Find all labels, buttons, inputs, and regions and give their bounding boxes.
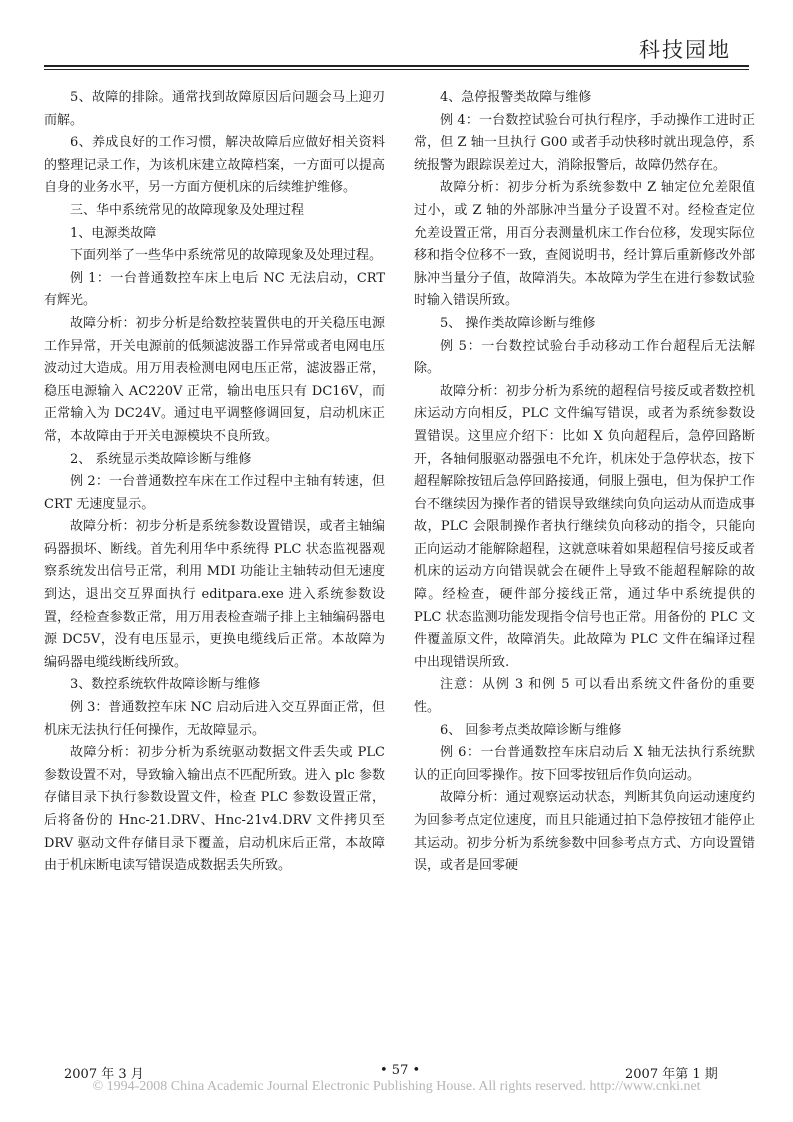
journal-section-title: 科技园地: [639, 38, 731, 62]
footer-issue: 2007 年第 1 期: [625, 1067, 718, 1082]
note-paragraph: 注意：从例 3 和例 5 可以看出系统文件备份的重要性。: [414, 677, 755, 716]
analysis-paragraph: 故障分析：通过观察运动状态，判断其负向运动速度约为回参考点定位速度，而且只能通过拍下急停按钮才能停止其运动。初步分析为系统参数中回参考点方式、方向设置错误，或者是回零硬: [414, 790, 755, 874]
left-column: [44, 87, 385, 878]
paragraph: 5、故障的排除。通常找到故障原因后问题会马上迎刃而解。: [44, 90, 385, 128]
example-paragraph: 例 2：一台普通数控车床在工作过程中主轴有转速，但 CRT 无速度显示。: [44, 474, 385, 512]
header-rule-thick: [44, 65, 749, 67]
paragraph: 下面列举了一些华中系统常见的故障现象及处理过程。: [70, 248, 383, 264]
section-heading: 三、华中系统常见的故障现象及处理过程: [70, 202, 305, 218]
subsection-heading: 3、数控系统软件故障诊断与维修: [70, 677, 261, 693]
analysis-paragraph: 故障分析：初步分析为系统的超程信号接反或者数控机床运动方向相反，PLC 文件编写错误，或者为系统参数设置错误。这里应介绍下：比如 X 负向超程后，急停回路断开，各轴伺服驱动器强电不允许，机床处于急停状态，按下超程解除按钮后急停回路接通，伺服上强电，但为保护工作台不继续因为操作者的错误导致继续向负向运动从而造成事故，PLC 会限制操作者执行继续负向移动的指令，只能向正向运动才能解除超程，这就意味着如果超程信号接反或者机床的运动方向错误就会在硬件上导致不能超程解除的故障。经检查，硬件部分接线正常，通过华中系统提供的 PLC 状态监测功能发现指令信号也正常。用备份的 PLC 文件覆盖原文件，故障消失。此故障为 PLC 文件在编译过程中出现错误所致.: [414, 383, 755, 670]
example-paragraph: 例 5：一台数控试验台手动移动工作台超程后无法解除。: [414, 338, 755, 377]
paragraph: 6、养成良好的工作习惯，解决故障后应做好相关资料的整理记录工作，为该机床建立故障档案，一方面可以提高自身的业务水平，另一方面方便机床的后续维护维修。: [44, 135, 385, 196]
footer-date: 2007 年 3 月: [64, 1067, 144, 1082]
example-paragraph: 例 1：一台普通数控车床上电后 NC 无法启动，CRT 有辉光。: [44, 270, 385, 309]
page-number: • 57 •: [380, 1063, 421, 1078]
analysis-paragraph: 故障分析：初步分析为系统参数中 Z 轴定位允差限值过小，或 Z 轴的外部脉冲当量分子设置不对。经检查定位允差设置正常，用百分表测量机床工作台位移，发现实际位移和指令位移不一致，查阅说明书，经计算后重新修改外部脉冲当量分子值，故障消失。本故障为学生在进行参数试验时输入错误所致。: [414, 180, 755, 309]
copyright-watermark: © 1994-2008 China Academic Journal Electronic Publishing House. All rights reserved. http://www.cnki.net: [92, 1079, 701, 1094]
header-rule-thin: [44, 69, 749, 70]
subsection-heading: 2、 系统显示类故障诊断与维修: [70, 451, 252, 467]
analysis-paragraph: 故障分析：初步分析是给数控装置供电的开关稳压电源工作异常，开关电源前的低频滤波器工作异常或者电网电压波动过大造成。用万用表检测电网电压正常，滤波器正常，稳压电源输入 AC220V 正常，输出电压只有 DC16V，而正常输入为 DC24V。通过电平调整修调回复，启动机床正常，本故障由于开关电源模块不良所致。: [44, 315, 385, 444]
subsection-heading: 5、 操作类故障诊断与维修: [440, 315, 596, 331]
subsection-heading: 4、急停报警类故障与维修: [440, 90, 592, 105]
right-column: [414, 87, 755, 878]
subsection-heading: 6、 回参考点类故障诊断与维修: [440, 722, 622, 738]
analysis-paragraph: 故障分析：初步分析是系统参数设置错误，或者主轴编码器损坏、断线。首先利用华中系统得 PLC 状态监视器观察系统发出信号正常，利用 MDI 功能让主轴转动但无速度到达，退出交互界面执行 editpara.exe 进入系统参数设置，经检查参数正常，用万用表检查端子排上主轴编码器电源 DC5V，没有电压显示，更换电缆线后正常。本故障为编码器电缆线断线所致。: [44, 519, 385, 670]
example-paragraph: 例 4：一台数控试验台可执行程序，手动操作工进时正常，但 Z 轴一旦执行 G00 或者手动快移时就出现急停，系统报警为跟踪误差过大，消除报警后，故障仍然存在。: [414, 112, 755, 173]
subsection-heading: 1、电源类故障: [70, 225, 157, 241]
example-paragraph: 例 6：一台普通数控车床启动后 X 轴无法执行系统默认的正向回零操作。按下回零按钮后作负向运动。: [414, 745, 755, 783]
analysis-paragraph: 故障分析：初步分析为系统驱动数据文件丢失或 PLC 参数设置不对，导致输入输出点不匹配所致。进入 plc 参数存储目录下执行参数设置文件，检查 PLC 参数设置正常，后将备份的 Hnc-21.DRV、Hnc-21v4.DRV 文件拷贝至 DRV 驱动文件存储目录下覆盖，启动机床后正常，本故障由于机床断电读写错误造成数据丢失所致。: [44, 745, 385, 874]
example-paragraph: 例 3：普通数控车床 NC 启动后进入交互界面正常，但机床无法执行任何操作，无故障显示。: [44, 700, 385, 738]
